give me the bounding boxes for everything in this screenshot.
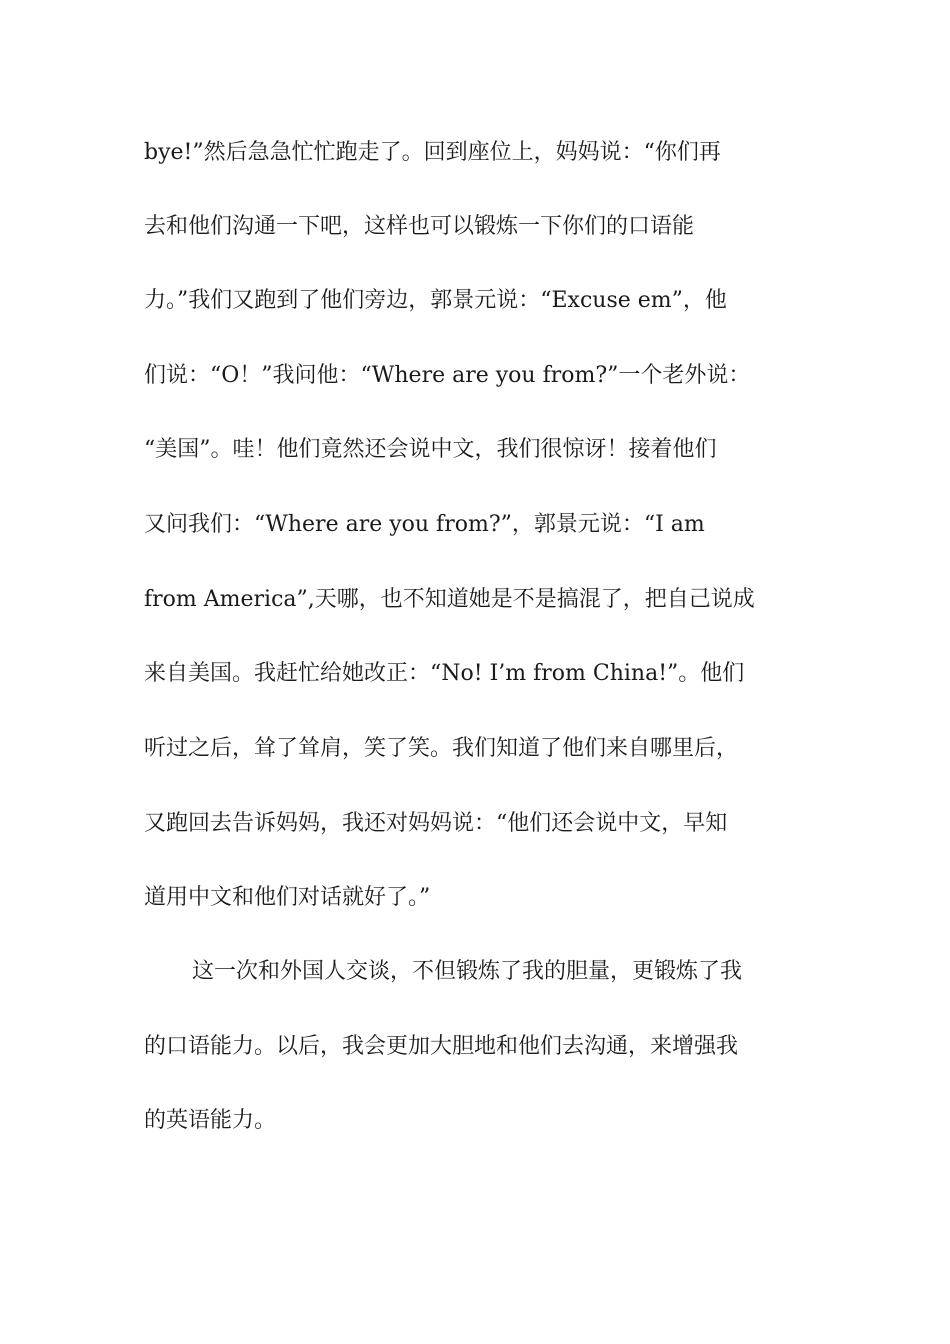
text-line-4: 们说：“O！”我问他：“Where are you from?”一个老外说： bbox=[144, 363, 751, 388]
text-line-8: 来自美国。我赶忙给她改正：“No! I’m from China!”。他们 bbox=[144, 661, 745, 686]
text-line-12: 这一次和外国人交谈，不但锻炼了我的胆量，更锻炼了我 bbox=[192, 959, 743, 984]
text-line-9: 听过之后，耸了耸肩，笑了笑。我们知道了他们来自哪里后， bbox=[144, 736, 739, 761]
text-line-6: 又问我们：“Where are you from?”，郭景元说：“I am bbox=[144, 512, 705, 537]
text-line-2: 去和他们沟通一下吧，这样也可以锻炼一下你们的口语能 bbox=[144, 214, 695, 239]
text-line-14: 的英语能力。 bbox=[144, 1108, 277, 1133]
text-line-5: “美国”。哇！他们竟然还会说中文，我们很惊讶！接着他们 bbox=[144, 437, 717, 462]
text-line-11: 道用中文和他们对话就好了。” bbox=[144, 885, 431, 910]
text-line-10: 又跑回去告诉妈妈，我还对妈妈说：“他们还会说中文，早知 bbox=[144, 811, 728, 836]
text-line-13: 的口语能力。以后，我会更加大胆地和他们去沟通，来增强我 bbox=[144, 1034, 739, 1059]
text-line-7: from America”,天哪，也不知道她是不是搞混了，把自己说成 bbox=[144, 587, 755, 612]
text-line-3: 力。”我们又跑到了他们旁边，郭景元说：“Excuse em”，他 bbox=[144, 288, 727, 313]
text-line-1: bye!”然后急急忙忙跑走了。回到座位上，妈妈说：“你们再 bbox=[144, 140, 721, 165]
